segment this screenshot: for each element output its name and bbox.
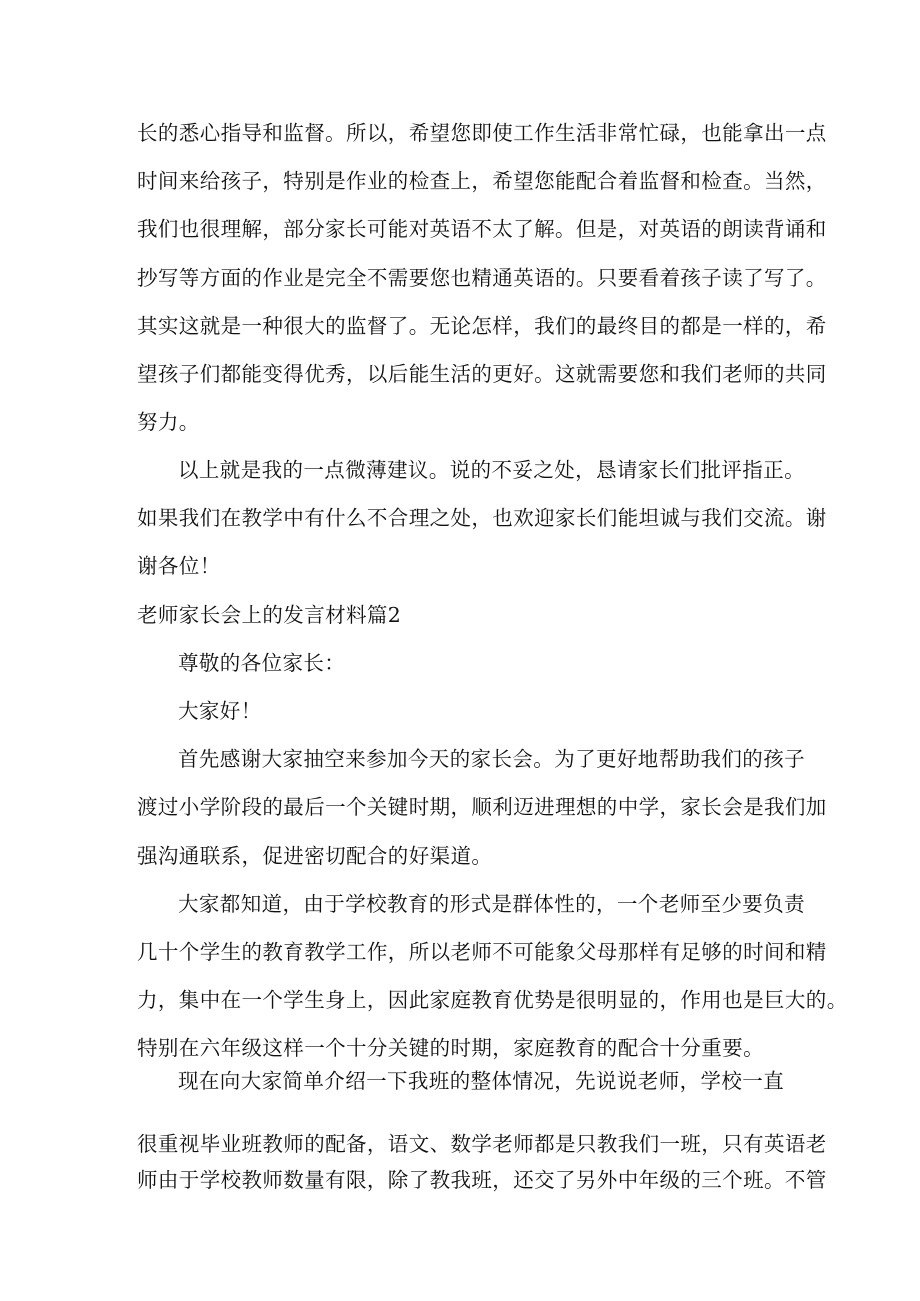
paragraph-line: 现在向大家简单介绍一下我班的整体情况，先说说老师，学校一直 bbox=[178, 1069, 785, 1093]
paragraph-line: 我们也很理解，部分家长可能对英语不太了解。但是，对英语的朗读背诵和 bbox=[137, 217, 827, 241]
section-title: 老师家长会上的发言材料篇2 bbox=[137, 603, 402, 627]
paragraph-line: 力，集中在一个学生身上，因此家庭教育优势是很明显的，作用也是巨大的。 bbox=[137, 988, 848, 1012]
salutation: 尊敬的各位家长： bbox=[178, 651, 346, 675]
greeting: 大家好！ bbox=[178, 699, 262, 723]
paragraph-line: 其实这就是一种很大的监督了。无论怎样，我们的最终目的都是一样的，希 bbox=[137, 314, 827, 338]
paragraph-line: 以上就是我的一点微薄建议。说的不妥之处，恳请家长们批评指正。 bbox=[178, 458, 805, 482]
paragraph-line: 时间来给孩子，特别是作业的检查上，希望您能配合着监督和检查。当然， bbox=[137, 169, 827, 193]
paragraph-line: 如果我们在教学中有什么不合理之处，也欢迎家长们能坦诚与我们交流。谢 bbox=[137, 506, 827, 530]
paragraph-line: 强沟通联系，促进密切配合的好渠道。 bbox=[137, 844, 493, 868]
paragraph-line: 谢各位！ bbox=[137, 554, 221, 578]
paragraph-line: 渡过小学阶段的最后一个关键时期，顺利迈进理想的中学，家长会是我们加 bbox=[137, 795, 827, 819]
paragraph-line: 长的悉心指导和监督。所以，希望您即使工作生活非常忙碌，也能拿出一点 bbox=[137, 121, 827, 145]
paragraph-line: 几十个学生的教育教学工作，所以老师不可能象父母那样有足够的时间和精 bbox=[137, 940, 827, 964]
paragraph-line: 首先感谢大家抽空来参加今天的家长会。为了更好地帮助我们的孩子 bbox=[178, 747, 805, 771]
paragraph-line: 师由于学校教师数量有限，除了教我班，还交了另外中年级的三个班。不管 bbox=[137, 1168, 827, 1192]
paragraph-line: 很重视毕业班教师的配备，语文、数学老师都是只教我们一班，只有英语老 bbox=[137, 1132, 827, 1156]
paragraph-line: 大家都知道，由于学校教育的形式是群体性的，一个老师至少要负责 bbox=[178, 892, 805, 916]
paragraph-line: 特别在六年级这样一个十分关键的时期，家庭教育的配合十分重要。 bbox=[137, 1036, 764, 1060]
paragraph-line: 抄写等方面的作业是完全不需要您也精通英语的。只要看着孩子读了写了。 bbox=[137, 266, 827, 290]
paragraph-line: 努力。 bbox=[137, 410, 200, 434]
paragraph-line: 望孩子们都能变得优秀，以后能生活的更好。这就需要您和我们老师的共同 bbox=[137, 362, 827, 386]
